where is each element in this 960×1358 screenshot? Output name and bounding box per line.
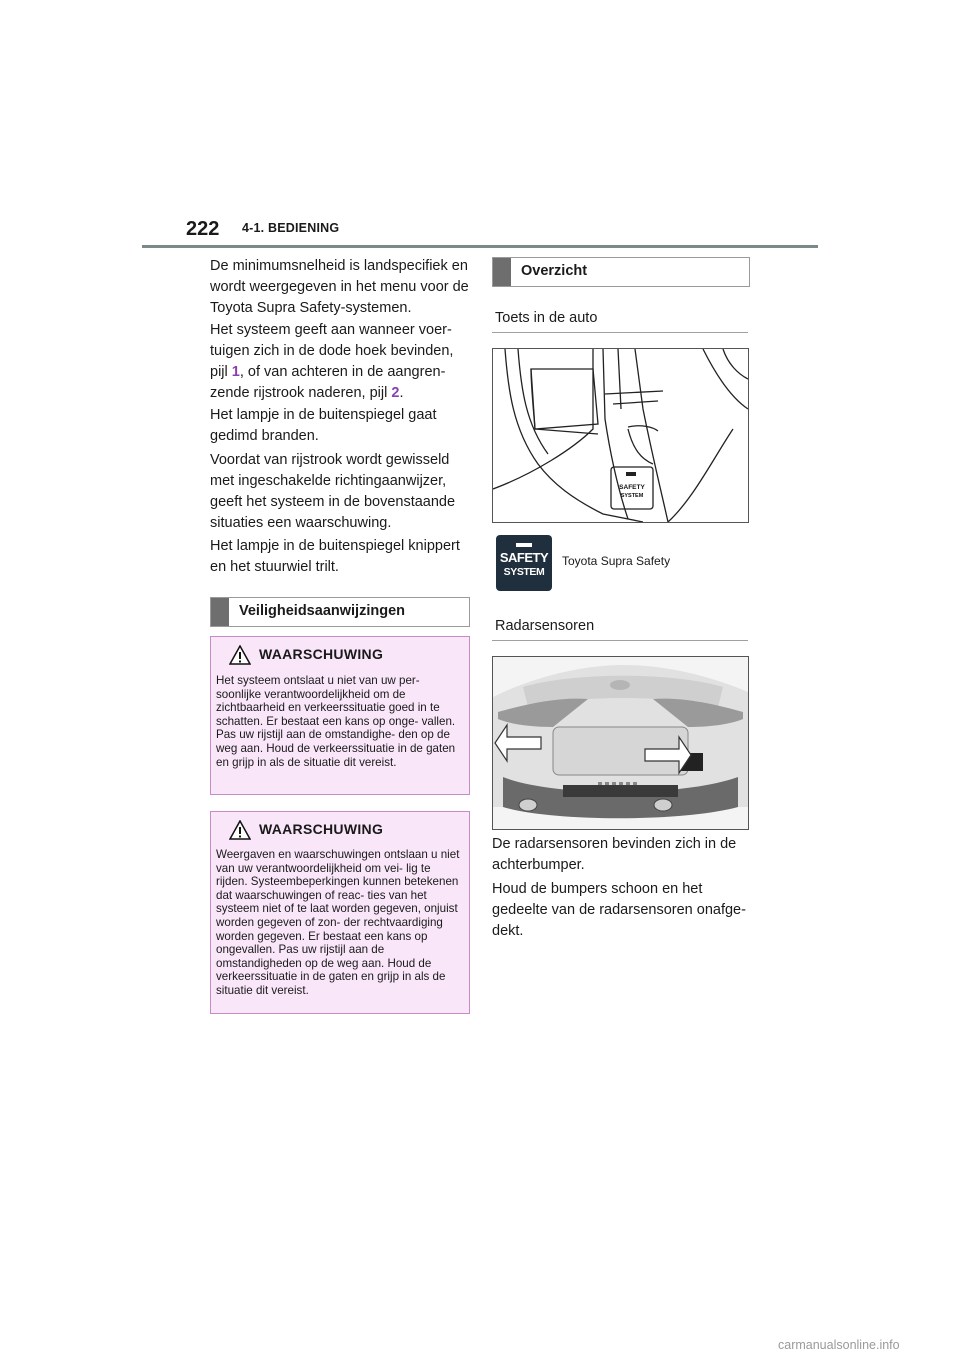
- header-rule: [142, 245, 818, 248]
- paragraph-mirror-dimmed: Het lampje in de buitenspiegel gaat gedimd branden.: [210, 407, 437, 444]
- page-number: 222: [186, 218, 220, 240]
- text-line: tuigen zich in de dode hoek bevinden,: [210, 343, 454, 359]
- paragraph-radar-clean: Houd de bumpers schoon en het gedeelte van de radarsensoren onafge- dekt.: [492, 881, 746, 939]
- subheading-button: Toets in de auto: [495, 310, 598, 326]
- button-label: SYSTEM: [620, 493, 644, 499]
- subheading-rule: [492, 640, 748, 641]
- text-line: Het systeem geeft aan wanneer voer-: [210, 322, 452, 338]
- button-label: SAFETY: [619, 484, 645, 491]
- paragraph-radar-location: De radarsensoren bevinden zich in de achterbumper.: [492, 836, 737, 873]
- warning-text: Weergaven en waarschuwingen ontslaan u niet van uw verantwoordelijkheid om vei- lig te rijden. Systeembeperkingen kunnen betekenen dat waarschuwingen of reac- ties van het systeem niet of te laat worden gegeven, onjuist worden gegeven of zon- der rechtvaardiging worden gegeven. Er bestaat een kans op ongevallen. Pas uw rijstijl aan de omstandigheden op de weg aan. Houd de verkeerssituatie in de gaten en grijp in als de situatie dit vereist.: [216, 848, 460, 997]
- paragraph-min-speed: De minimumsnelheid is landspecifiek en wordt weergegeven in het menu voor de Toyota Supra Safety-systemen.: [210, 258, 469, 316]
- section-bar: [493, 258, 511, 286]
- paragraph-mirror-flash: Het lampje in de buitenspiegel knippert en het stuurwiel trilt.: [210, 538, 460, 575]
- subheading-rule: [492, 332, 748, 333]
- text-span: pijl: [210, 364, 232, 380]
- section-title: Overzicht: [521, 263, 588, 279]
- text-span: .: [399, 385, 404, 401]
- warning-box-2: [210, 811, 470, 1014]
- chapter-title: 4-1. BEDIENING: [242, 221, 340, 235]
- warning-triangle-icon: [229, 645, 251, 665]
- console-drawing: [493, 349, 748, 522]
- text-span: zende rijstrook naderen, pijl: [210, 385, 392, 401]
- section-header-safety: [210, 597, 470, 627]
- arrow-number-1: 1: [231, 364, 240, 380]
- paragraph-lane-change: Voordat van rijstrook wordt gewisseld met ingeschakelde richtingaanwijzer, geeft het systeem in de bovenstaande situaties een waarschuwing.: [210, 452, 456, 531]
- warning-text: Het systeem ontslaat u niet van uw per- soonlijke verantwoordelijkheid om de zichtbaarheid en verkeerssituatie goed in te schatten. Er bestaat een kans op onge- vallen. Pas uw rijstijl aan de omstandighe- den op de weg aan. Houd de verkeerssituatie in de gaten en grijp in als de situatie dit vereist.: [216, 674, 456, 769]
- subheading-radar: Radarsensoren: [495, 618, 595, 634]
- console-illustration: [492, 348, 749, 523]
- icon-text-system: SYSTEM: [503, 566, 545, 578]
- text-line: [210, 383, 472, 404]
- icon-caption: Toyota Supra Safety: [562, 554, 671, 568]
- section-title: Veiligheidsaanwijzingen: [239, 603, 405, 619]
- warning-title: WAARSCHUWING: [259, 646, 384, 662]
- car-rear-illustration: [492, 656, 749, 830]
- paragraph-blind-spot: [210, 320, 472, 404]
- safety-system-icon: [496, 535, 552, 591]
- section-bar: [211, 598, 229, 626]
- icon-text-safety: SAFETY: [499, 550, 549, 565]
- warning-title: WAARSCHUWING: [259, 821, 384, 837]
- icon-indicator-bar: [516, 543, 532, 547]
- text-line: [210, 362, 472, 383]
- warning-box-1: [210, 636, 470, 795]
- watermark: carmanualsonline.info: [778, 1338, 900, 1352]
- section-header-overview: [492, 257, 750, 287]
- text-span: , of van achteren in de aangren-: [239, 364, 446, 380]
- warning-triangle-icon: [229, 820, 251, 840]
- car-rear-drawing: [493, 657, 748, 829]
- arrow-number-2: 2: [391, 385, 400, 401]
